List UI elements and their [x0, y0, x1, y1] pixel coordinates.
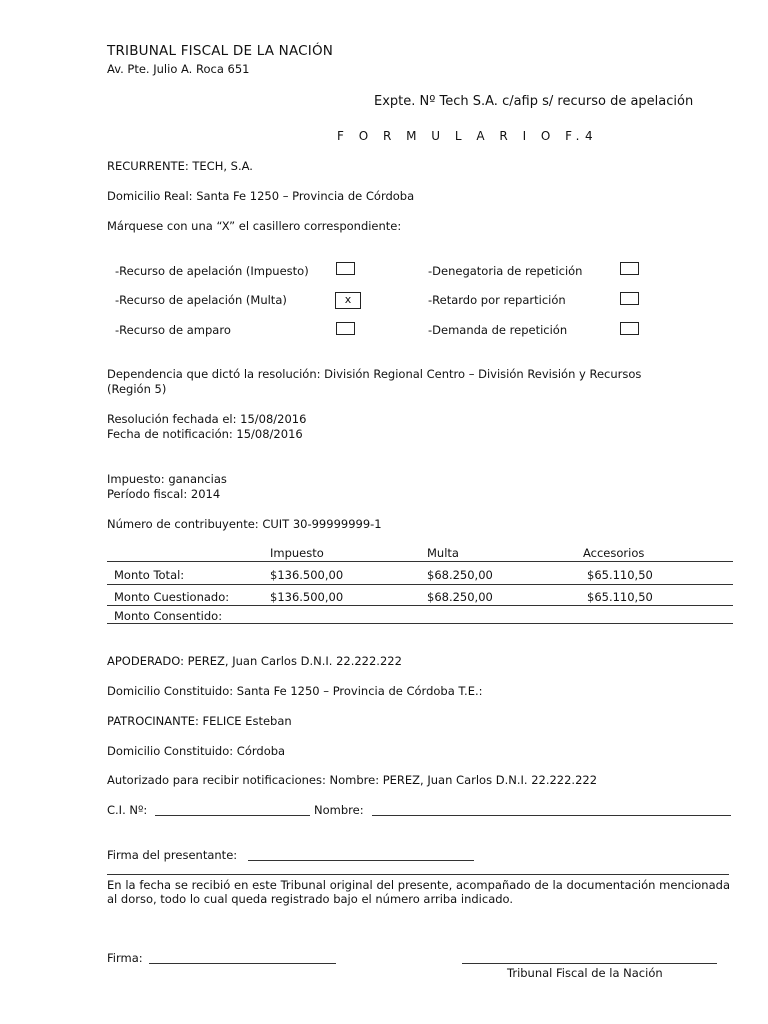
option-recurso-impuesto-checkbox[interactable]: [336, 262, 355, 275]
resolucion-date: Resolución fechada el: 15/08/2016: [107, 412, 307, 426]
table-header-multa: Multa: [427, 546, 459, 560]
patrocinante-line: PATROCINANTE: FELICE Esteban: [107, 714, 292, 728]
apoderado-line: APODERADO: PEREZ, Juan Carlos D.N.I. 22.222.222: [107, 654, 402, 668]
contribuyente-line: Número de contribuyente: CUIT 30-99999999-1: [107, 517, 382, 531]
periodo-line: Período fiscal: 2014: [107, 487, 221, 501]
table-row-label: Monto Consentido:: [114, 609, 223, 623]
option-denegatoria-checkbox[interactable]: [620, 262, 639, 275]
recepcion-paragraph: En la fecha se recibió en este Tribunal original del presente, acompañado de la documentación mencionada al dorso, todo lo cual queda registrado bajo el número arriba indicado.: [107, 878, 730, 906]
table-cell: $68.250,00: [427, 568, 493, 582]
domicilio-constituido2-line: Domicilio Constituido: Córdoba: [107, 744, 286, 758]
recurrente-line: RECURRENTE: TECH, S.A.: [107, 159, 253, 173]
table-cell: $136.500,00: [270, 568, 344, 582]
option-recurso-amparo-label: -Recurso de amparo: [115, 323, 231, 337]
expediente-title: Expte. Nº Tech S.A. c/afip s/ recurso de apelación: [374, 94, 694, 109]
ci-blank-field[interactable]: [155, 815, 310, 816]
table-rule: [107, 623, 733, 624]
option-recurso-multa-label: -Recurso de apelación (Multa): [115, 293, 287, 307]
dependencia-region: (Región 5): [107, 382, 167, 396]
option-demanda-checkbox[interactable]: [620, 322, 639, 335]
nombre-blank-field[interactable]: [372, 815, 731, 816]
table-row-label: Monto Total:: [114, 568, 185, 582]
option-denegatoria-label: -Denegatoria de repetición: [428, 264, 583, 278]
firma-presentante-label: Firma del presentante:: [107, 848, 238, 862]
tribunal-signature-line[interactable]: [462, 963, 717, 964]
notificacion-date: Fecha de notificación: 15/08/2016: [107, 427, 303, 441]
firma-label: Firma:: [107, 951, 143, 965]
instruction-line: Márquese con una “X” el casillero correspondiente:: [107, 219, 402, 233]
impuesto-line: Impuesto: ganancias: [107, 472, 227, 486]
table-rule: [107, 584, 733, 585]
dependencia-line: Dependencia que dictó la resolución: División Regional Centro – División Revisión y Recursos: [107, 367, 642, 381]
domicilio-constituido-line: Domicilio Constituido: Santa Fe 1250 – Provincia de Córdoba T.E.:: [107, 684, 483, 698]
autorizado-line: Autorizado para recibir notificaciones: Nombre: PEREZ, Juan Carlos D.N.I. 22.222.222: [107, 773, 598, 787]
table-row-label: Monto Cuestionado:: [114, 590, 230, 604]
option-retardo-label: -Retardo por repartición: [428, 293, 566, 307]
tribunal-address: Av. Pte. Julio A. Roca 651: [107, 62, 250, 76]
section-divider: [107, 874, 729, 875]
firma-blank-field[interactable]: [149, 963, 336, 964]
domicilio-real-line: Domicilio Real: Santa Fe 1250 – Provincia de Córdoba: [107, 189, 415, 203]
option-demanda-label: -Demanda de repetición: [428, 323, 568, 337]
nombre-label: Nombre:: [314, 803, 364, 817]
ci-label: C.I. Nº:: [107, 803, 148, 817]
table-cell: $65.110,50: [587, 568, 653, 582]
option-recurso-amparo-checkbox[interactable]: [336, 322, 355, 335]
option-recurso-impuesto-label: -Recurso de apelación (Impuesto): [115, 264, 309, 278]
form-title: F O R M U L A R I O F.4: [337, 129, 599, 143]
table-rule: [107, 561, 733, 562]
table-cell: $68.250,00: [427, 590, 493, 604]
table-header-impuesto: Impuesto: [270, 546, 324, 560]
firma-presentante-blank[interactable]: [248, 860, 474, 861]
tribunal-footer-label: Tribunal Fiscal de la Nación: [507, 966, 663, 980]
option-recurso-multa-checkbox[interactable]: x: [335, 292, 361, 309]
table-cell: $136.500,00: [270, 590, 344, 604]
table-cell: $65.110,50: [587, 590, 653, 604]
tribunal-title: TRIBUNAL FISCAL DE LA NACIÓN: [107, 43, 334, 59]
option-retardo-checkbox[interactable]: [620, 292, 639, 305]
table-header-accesorios: Accesorios: [583, 546, 645, 560]
table-rule: [107, 605, 733, 606]
